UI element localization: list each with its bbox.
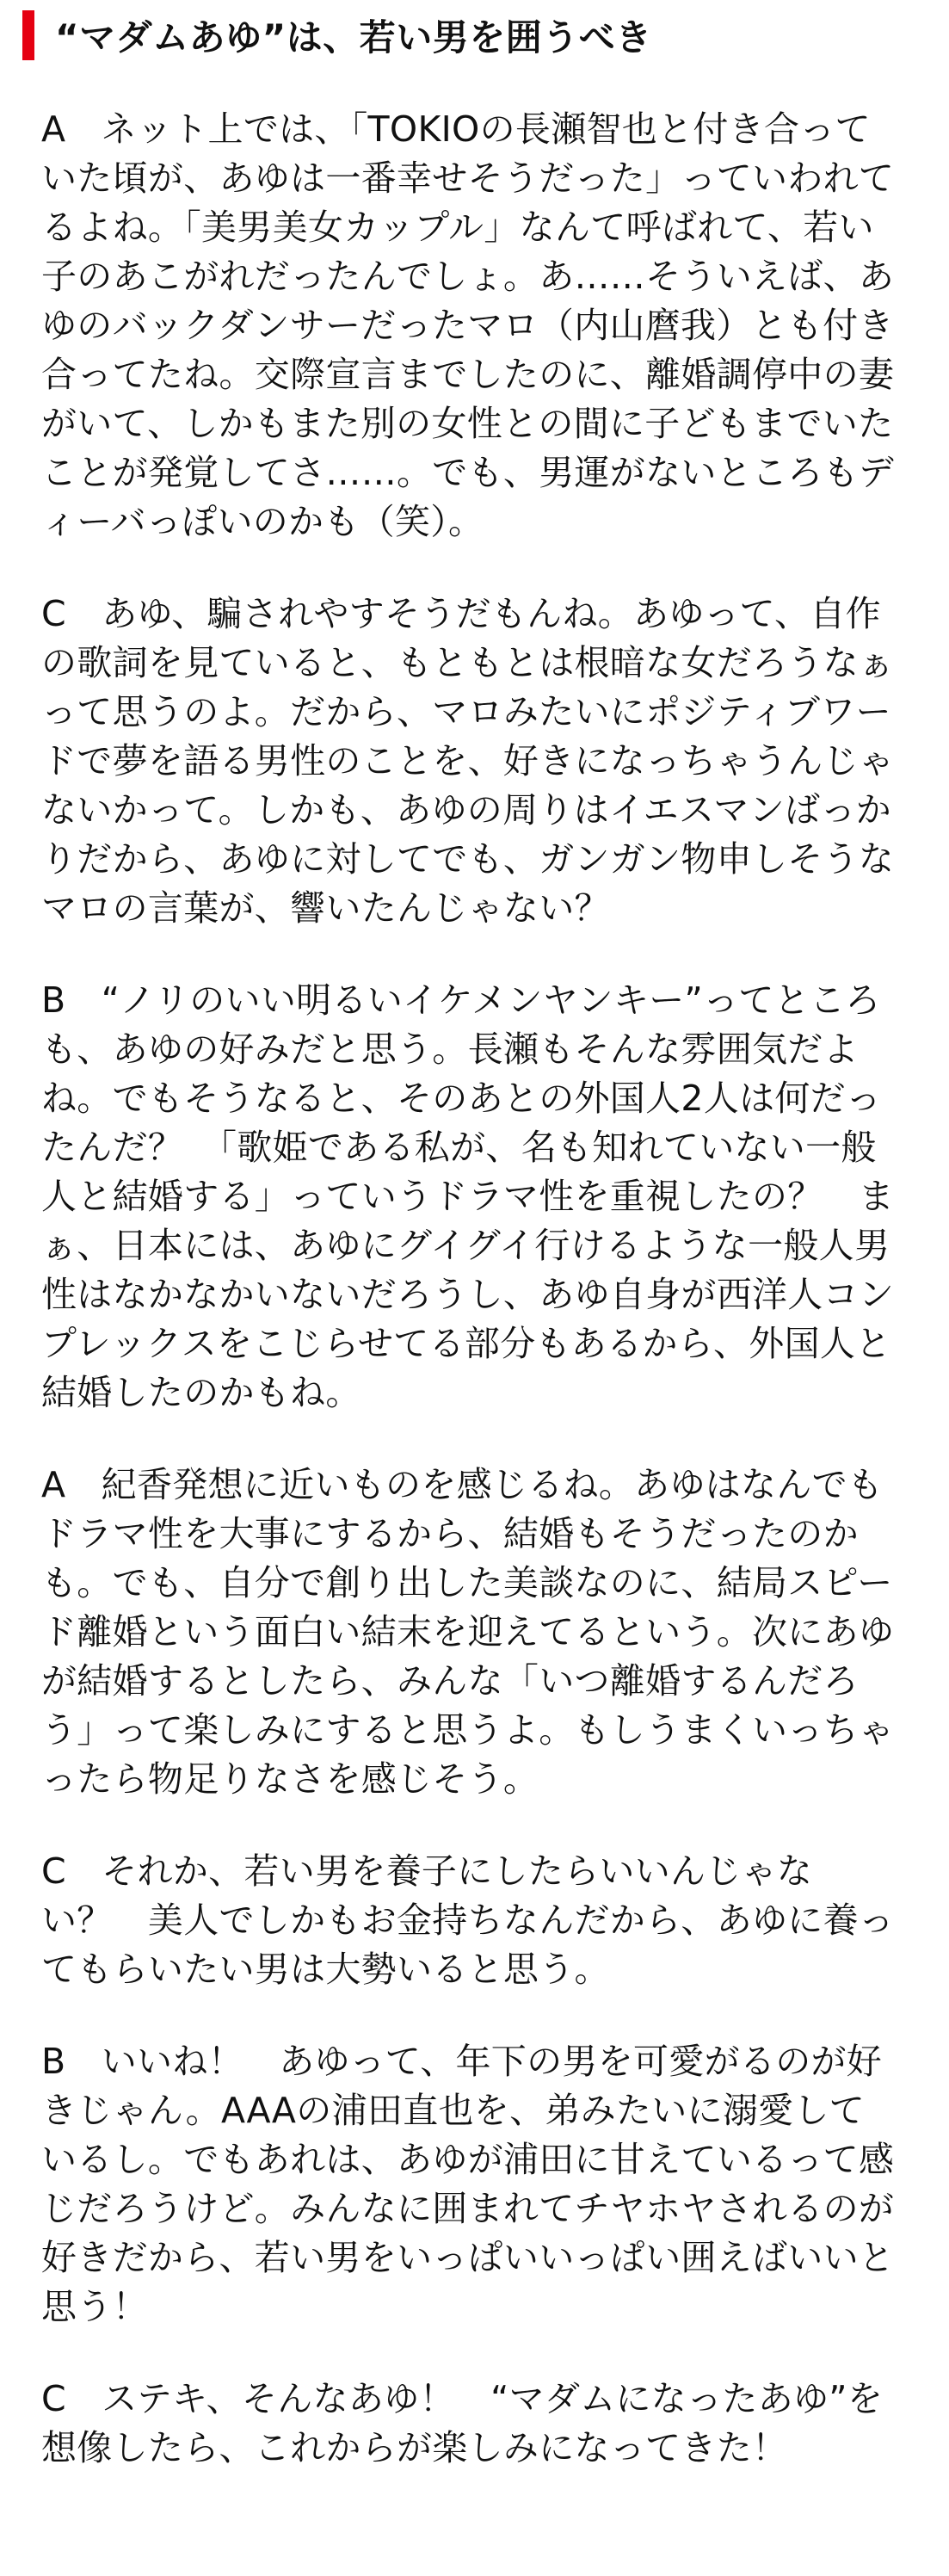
paragraph-line: が結婚するとしたら、みんな「いつ離婚するんだろ — [41, 1660, 859, 1702]
paragraph-line: 好きだから、若い男をいっぱいいっぱい囲えばいいと — [41, 2237, 895, 2278]
paragraph-line: ったら物足りなさを感じそう。 — [41, 1758, 539, 1800]
dialogue-paragraph — [41, 105, 932, 547]
paragraph-line: プレックスをこじらせてる部分もあるから、外国人と — [41, 1323, 891, 1364]
dialogue-paragraph — [41, 1847, 932, 1994]
paragraph-line: 思う！ — [41, 2286, 148, 2327]
paragraph-line: ね。でもそうなると、そのあとの外国人2人は何だっ — [41, 1078, 882, 1119]
paragraph-line: マロの言葉が、響いたんじゃない？ — [41, 887, 610, 929]
paragraph-line: てもらいたい男は大勢いると思う。 — [41, 1949, 610, 1990]
paragraph-line: りだから、あゆに対してでも、ガンガン物申しそうな — [41, 838, 895, 880]
article-body — [41, 105, 932, 2516]
paragraph-line: B “ノリのいい明るいイケメンヤンキー”ってところ — [41, 979, 881, 1021]
paragraph-line: C それか、若い男を養子にしたらいいんじゃな — [41, 1850, 813, 1892]
paragraph-line: 人と結婚する」っていうドラマ性を重視したの？ ま — [41, 1176, 895, 1217]
paragraph-line: も、あゆの好みだと思う。長瀬もそんな雰囲気だよ — [41, 1029, 859, 1070]
dialogue-paragraph — [41, 2037, 932, 2332]
paragraph-line: う」って楽しみにすると思うよ。もしうまくいっちゃ — [41, 1709, 895, 1751]
paragraph-line: いるし。でもあれは、あゆが浦田に甘えているって感 — [41, 2139, 895, 2180]
paragraph-line: ィーバっぽいのかも（笑）。 — [41, 501, 484, 542]
paragraph-line: A 紀香発想に近いものを感じるね。あゆはなんでも — [41, 1464, 884, 1505]
paragraph-line: の歌詞を見ていると、もともとは根暗な女だろうなぁ — [41, 642, 895, 683]
paragraph-line: きじゃん。AAAの浦田直也を、弟みたいに溺愛して — [41, 2090, 866, 2131]
paragraph-line: 結婚したのかもね。 — [41, 1372, 361, 1413]
paragraph-line: ことが発覚してさ……。でも、男運がないところもデ — [41, 452, 895, 493]
paragraph-line: ゆのバックダンサーだったマロ（内山麿我）とも付き — [41, 305, 894, 346]
dialogue-paragraph — [41, 976, 932, 1418]
paragraph-line: ないかって。しかも、あゆの周りはイエスマンばっか — [41, 789, 891, 831]
paragraph-line: ドで夢を語る男性のことを、好きになっちゃうんじゃ — [41, 740, 895, 781]
paragraph-line: って思うのよ。だから、マロみたいにポジティブワー — [41, 691, 891, 732]
paragraph-line: るよね。「美男美女カップル」なんて呼ばれて、若い — [41, 207, 874, 248]
paragraph-line: C あゆ、騙されやすそうだもんね。あゆって、自作 — [41, 593, 881, 634]
dialogue-paragraph — [41, 590, 932, 933]
paragraph-line: いた頃が、あゆは一番幸せそうだった」っていわれて — [41, 158, 895, 199]
paragraph-line: ぁ、日本には、あゆにグイグイ行けるような一般人男 — [41, 1225, 890, 1266]
paragraph-line: 性はなかなかいないだろうし、あゆ自身が西洋人コン — [41, 1274, 895, 1315]
paragraph-line: たんだ？ 「歌姫である私が、名も知れていない一般 — [41, 1127, 877, 1168]
paragraph-line: A ネット上では、「TOKIOの長瀬智也と付き合って — [41, 108, 871, 150]
paragraph-line: 合ってたね。交際宣言までしたのに、離婚調停中の妻 — [41, 354, 895, 395]
dialogue-paragraph — [41, 1461, 932, 1804]
paragraph-line: い？ 美人でしかもお金持ちなんだから、あゆに養っ — [41, 1900, 895, 1941]
paragraph-line: C ステキ、そんなあゆ！ “マダムになったあゆ”を — [41, 2378, 884, 2419]
paragraph-line: じだろうけど。みんなに囲まれてチヤホヤされるのが — [41, 2188, 895, 2229]
paragraph-line: 子のあこがれだったんでしょ。あ……そういえば、あ — [41, 256, 895, 297]
paragraph-line: ド離婚という面白い結末を迎えてるという。次にあゆ — [41, 1611, 895, 1652]
heading-title: “マダムあゆ”は、若い男を囲うべき — [55, 16, 652, 59]
paragraph-line: がいて、しかもまた別の女性との間に子どもまでいた — [41, 403, 894, 444]
article-heading — [22, 9, 934, 62]
heading-accent-bar — [22, 10, 34, 60]
dialogue-paragraph — [41, 2375, 932, 2473]
paragraph-line: B いいね！ あゆって、年下の男を可愛がるのが好 — [41, 2041, 883, 2082]
paragraph-line: も。でも、自分で創り出した美談なのに、結局スピー — [41, 1562, 893, 1603]
paragraph-line: 想像したら、これからが楽しみになってきた！ — [41, 2427, 788, 2468]
paragraph-line: ドラマ性を大事にするから、結婚もそうだったのか — [41, 1513, 859, 1554]
